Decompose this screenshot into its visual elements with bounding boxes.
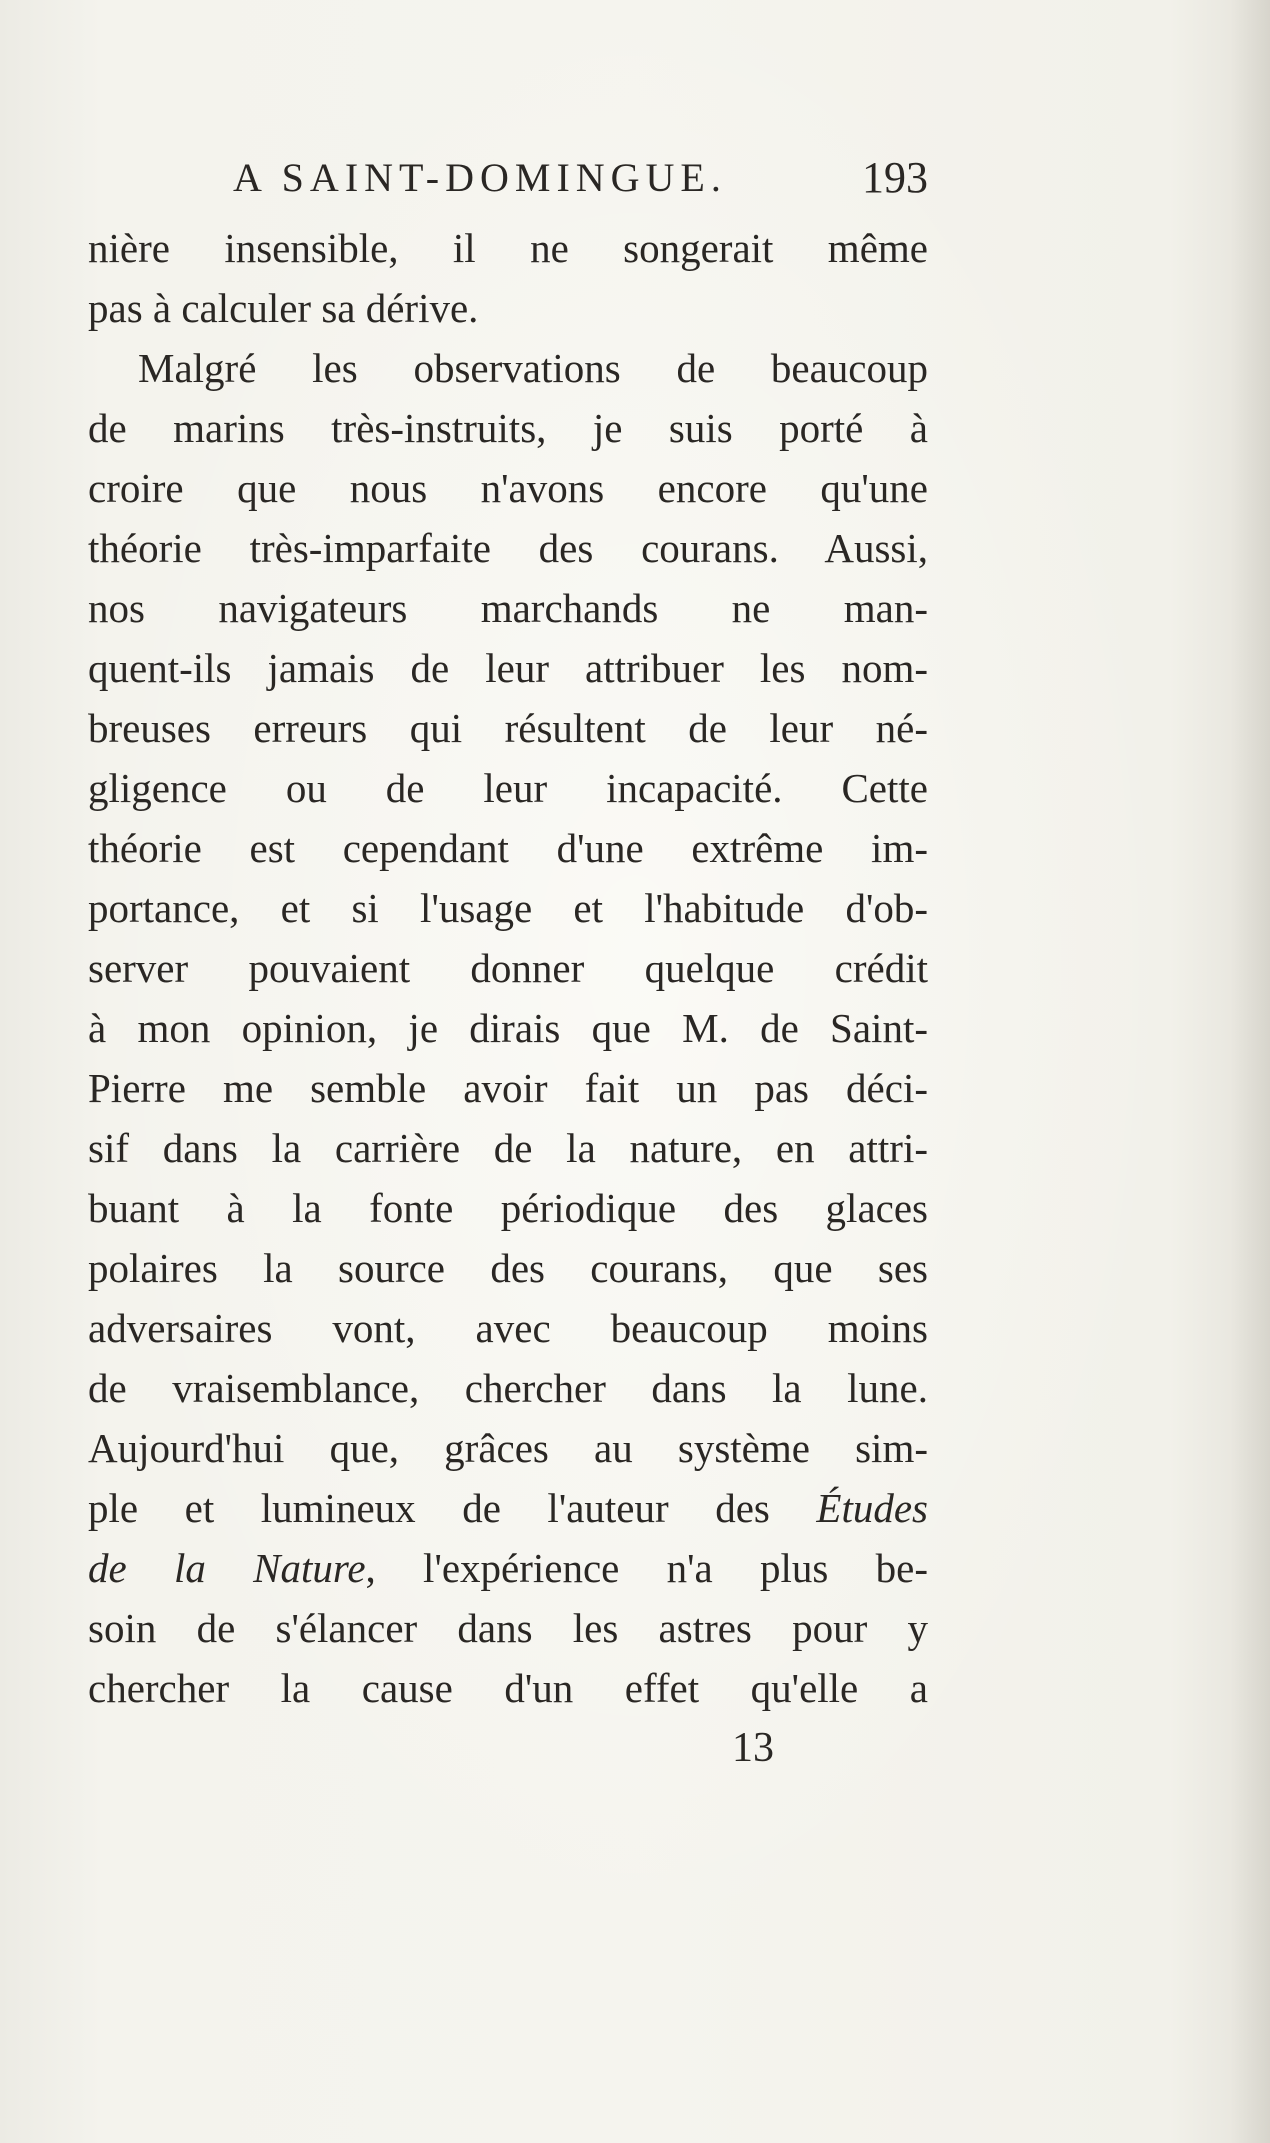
text-line: croire que nous n'avons encore qu'une [88,465,928,511]
italic-title-nature: Nature [253,1545,366,1591]
text-line: sif dans la carrière de la nature, en attri- [88,1125,928,1171]
text-fragment: de la [88,1545,206,1591]
running-title: A SAINT-DOMINGUE. [233,155,727,200]
text-line: Aujourd'hui que, grâces au système sim- [88,1425,928,1471]
text-line: server pouvaient donner quelque crédit [88,945,928,991]
running-head [88,150,928,206]
text-fragment: ple et lumineux de l'auteur des [88,1485,770,1531]
text-line: de vraisemblance, chercher dans la lune. [88,1365,928,1411]
text-line: à mon opinion, je dirais que M. de Saint- [88,1005,928,1051]
text-line: nos navigateurs marchands ne man- [88,585,928,631]
text-line: adversaires vont, avec beaucoup moins [88,1305,928,1351]
text-line: pas à calculer sa dérive. [88,285,479,331]
text-line: breuses erreurs qui résultent de leur né- [88,705,928,751]
italic-title-etudes: Études [816,1485,928,1531]
paragraph-start-line: Malgré les observations de beaucoup [138,345,928,391]
text-line: portance, et si l'usage et l'habitude d'ob- [88,885,928,931]
body-text [88,218,928,1718]
text-line: polaires la source des courans, que ses [88,1245,928,1291]
text-line: Pierre me semble avoir fait un pas déci- [88,1065,928,1111]
text-line: théorie est cependant d'une extrême im- [88,825,928,871]
text-line: nière insensible, il ne songerait même [88,225,928,271]
signature-mark: 13 [732,1725,774,1771]
text-line: chercher la cause d'un effet qu'elle a [88,1665,928,1711]
text-line-with-italic [88,1538,928,1598]
text-line: gligence ou de leur incapacité. Cette [88,765,928,811]
text-line: buant à la fonte périodique des glaces [88,1185,928,1231]
text-line: théorie très-imparfaite des courans. Aussi, [88,525,928,571]
text-line: quent-ils jamais de leur attribuer les nom- [88,645,928,691]
page-edge-shadow [1230,0,1270,2143]
text-line: soin de s'élancer dans les astres pour y [88,1605,928,1651]
page-number: 193 [862,153,928,202]
text-line-with-italic [88,1478,928,1538]
text-line: de marins très-instruits, je suis porté à [88,405,928,451]
text-fragment: , l'expérience n'a plus be- [365,1545,928,1591]
